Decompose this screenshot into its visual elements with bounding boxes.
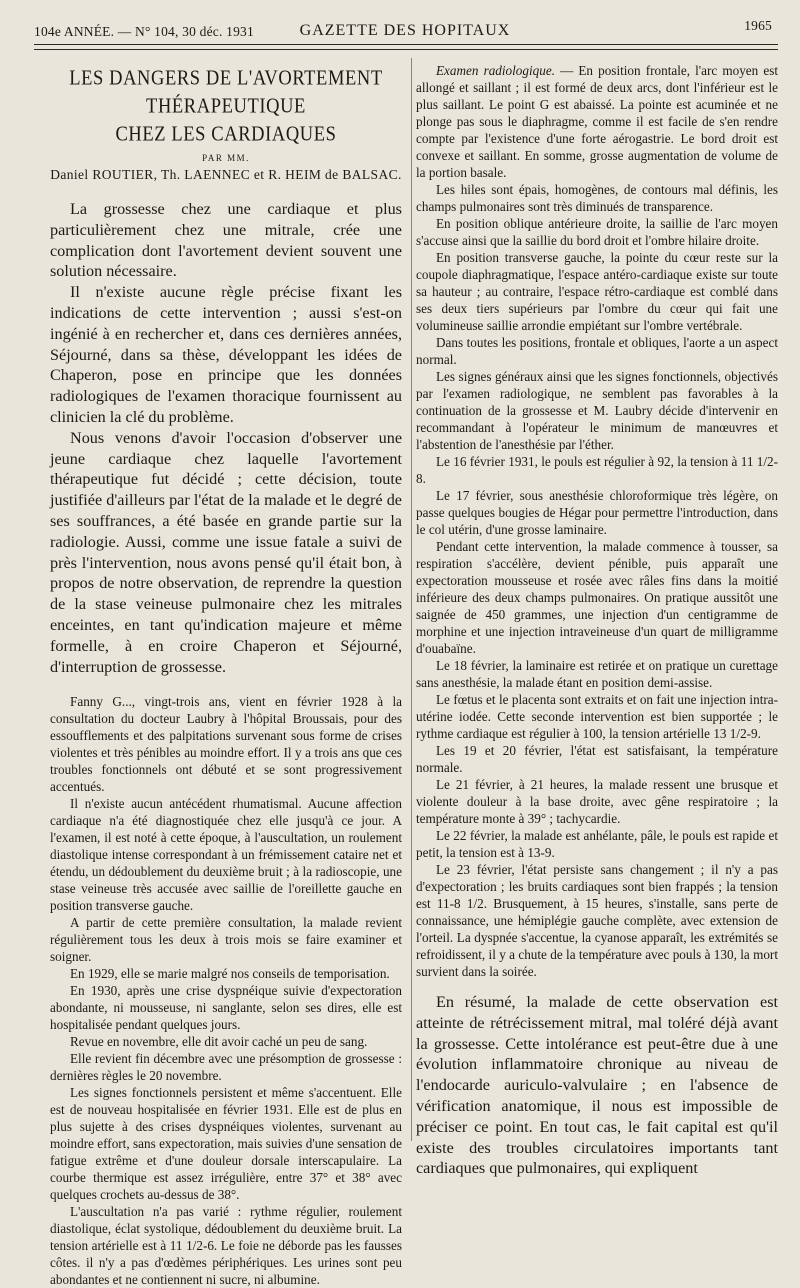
header-rule-thin bbox=[34, 49, 778, 50]
case-paragraph: Le 21 février, à 21 heures, la malade ressent une brusque et violente douleur à la base droite, avec gêne respiratoire ; la température monte à 39° ; tachycardie. bbox=[416, 777, 778, 826]
case-paragraph: Revue en novembre, elle dit avoir caché un peu de sang. bbox=[70, 1034, 368, 1050]
case-paragraph: Elle revient fin décembre avec une présomption de grossesse : dernières règles le 20 novembre. bbox=[50, 1051, 402, 1084]
journal-title: GAZETTE DES HOPITAUX bbox=[299, 22, 511, 39]
case-paragraph: Dans toutes les positions, frontale et obliques, l'aorte a un aspect normal. bbox=[416, 335, 778, 367]
case-paragraph: En position transverse gauche, la pointe du cœur reste sur la coupole diaphragmatique, l'espace antéro-cardiaque existe sur toute sa hauteur ; au contraire, l'espace rétro-cardiaque est comblé dans ses deux tiers supérieurs par l'ombre du cœur qui fait une volumineuse saillie arrondie empiétant sur l'ombre vertébrale. bbox=[416, 250, 778, 333]
case-paragraph: Il n'existe aucun antécédent rhumatismal. Aucune affection cardiaque n'a été diagnostiquée chez elle jusqu'à ce jour. A l'examen, il est noté à cette époque, à l'auscultation, un roulement diastolique intense correspondant à un frémissement cataire net et étendu, un dédoublement du deuxième bruit ; à la radioscopie, une stase veineuse très accusée avec saillie de l'oreillette gauche en position transverse gauche. bbox=[50, 796, 402, 914]
case-paragraph: En 1929, elle se marie malgré nos conseils de temporisation. bbox=[70, 966, 390, 982]
case-paragraph: Les 19 et 20 février, l'état est satisfaisant, la température normale. bbox=[416, 743, 778, 775]
intro-paragraph: Nous venons d'avoir l'occasion d'observer une jeune cardiaque chez laquelle l'avortement thérapeutique fut décidé ; cette décision, toute justifiée d'ailleurs par l'état de la malade et le degré de ses souffrances, a été basée en grande partie sur la radiologie. Aussi, comme une issue fatale a suivi de près l'intervention, nous avons pensé qu'il était bon, à propos de notre observation, de reprendre la question de la stase veineuse pulmonaire chez les mitrales enceintes, en tant qu'indication majeure et même formelle, à en croire Chaperon et Séjourné, d'interruption de grossesse. bbox=[50, 428, 402, 676]
case-paragraph: Le 22 février, la malade est anhélante, pâle, le pouls est rapide et petit, la tension est à 13-9. bbox=[416, 828, 778, 860]
radiology-label: Examen radiologique. bbox=[436, 63, 555, 78]
page-number: 1965 bbox=[744, 18, 772, 33]
case-paragraph: Le 18 février, la laminaire est retirée et on pratique un curettage sans anesthésie, la malade étant en position demi-assise. bbox=[416, 658, 778, 690]
case-paragraph: En position oblique antérieure droite, la saillie de l'arc moyen s'accuse ainsi que la saillie du bord droit et l'ombre hilaire droite. bbox=[416, 216, 778, 248]
left-column bbox=[50, 62, 402, 1288]
case-paragraph: Fanny G..., vingt-trois ans, vient en février 1928 à la consultation du docteur Laubry à l'hôpital Broussais, pour des essoufflements et des palpitations survenant sous forme de crises violentes et très pénibles au moindre effort. Il y a trois ans que ces troubles fonctionnels ont débuté et se sont progressivement accentués. bbox=[50, 694, 402, 795]
intro-paragraph: Il n'existe aucune règle précise fixant les indications de cette intervention ; aussi s'est-on ingénié à en rechercher et, dans ces dernières années, Séjourné, dans sa thèse, développant les idées de Chaperon, pose en principe que les données radiologiques de l'examen thoracique fournissent au clinicien la clé du problème. bbox=[50, 283, 402, 426]
title-line-1: LES DANGERS DE L'AVORTEMENT THÉRAPEUTIQUE bbox=[69, 67, 383, 119]
case-paragraph: En 1930, après une crise dyspnéique suivie d'expectoration abondante, ni mousseuse, ni sanglante, selon ses dires, elle est hospitalisée pendant quelques jours. bbox=[50, 983, 402, 1033]
case-paragraph: Le fœtus et le placenta sont extraits et on fait une injection intra-utérine iodée. Cette seconde intervention est bien supportée ; le rythme cardiaque est régulier à 100, la tension artérielle 13 1/2-9. bbox=[416, 692, 778, 741]
case-paragraph: Les hiles sont épais, homogènes, de contours mal définis, les champs pulmonaires sont très diminués de transparence. bbox=[416, 182, 778, 214]
article-title bbox=[50, 66, 402, 150]
issue-line: 104e ANNÉE. — N° 104, 30 déc. 1931 bbox=[34, 24, 254, 39]
right-column bbox=[416, 62, 778, 1179]
column-divider bbox=[411, 58, 412, 1141]
byline-par: PAR MM. bbox=[202, 153, 250, 163]
case-paragraph: Le 17 février, sous anesthésie chloroformique très légère, on passe quelques bougies de Hégar pour permettre l'introduction, dans le col utérin, d'une grosse laminaire. bbox=[416, 488, 778, 537]
case-paragraph: L'auscultation n'a pas varié : rythme régulier, roulement diastolique, éclat systolique, dédoublement du deuxième bruit. La tension artérielle est à 11 1/2-6. Le foie ne déborde pas les fausses côtes. il n'y a pas d'œdèmes périphériques. Les urines sont peu abondantes et ne contiennent ni sucre, ni albumine. bbox=[50, 1204, 402, 1288]
case-paragraph: Les signes généraux ainsi que les signes fonctionnels, objectivés par l'examen radiologique, ne semblent pas favorables à la continuation de la grossesse et M. Laubry décide d'intervenir en recommandant à l'opérateur le minimum de manœuvres et l'abstention de l'anesthésie par l'éther. bbox=[416, 369, 778, 452]
intro-paragraph: La grossesse chez une cardiaque et plus particulièrement chez une mitrale, crée une complication dont l'avortement devient souvent une solution nécessaire. bbox=[50, 200, 402, 281]
case-paragraph: Le 23 février, l'état persiste sans changement ; il n'y a pas d'expectoration ; les bruits cardiaques sont bien frappés ; la tension est 11-8 1/2. Brusquement, à 15 heures, s'installe, sans perte de connaissance, une hémiplégie gauche complète, avec extension de l'orteil. La dyspnée s'accentue, la cyanose apparaît, les extrémités se refroidissent, il y a chute de la température avec pouls à 130, la mort survient dans la soirée. bbox=[416, 862, 778, 979]
case-paragraph: Le 16 février 1931, le pouls est régulier à 92, la tension à 11 1/2-8. bbox=[416, 454, 778, 486]
radiology-text: — En position frontale, l'arc moyen est allongé et saillant ; il est formé de deux arcs, dont l'inférieur est le plus saillant. Le point G est abaissé. La pointe est acuminée et ne plonge pas sous le diaphragme, comme il est facile de s'en rendre compte par l'existence d'une forte aérogastrie. Le bord droit est convexe et saillant. En somme, grosse augmentation de volume de la portion basale. bbox=[416, 63, 778, 180]
summary-paragraph: En résumé, la malade de cette observation est atteinte de rétrécissement mitral, mal toléré déjà avant la grossesse. Cette intolérance est peut-être due à une évolution inflammatoire chronique au niveau de l'endocarde auriculo-valvulaire ; en l'absence de vérification anatomique, il nous est impossible de préciser ce point. En tout cas, le fait capital est qu'il existe des troubles circulatoires importants tant cardiaques que pulmonaires, qui expliquent bbox=[416, 993, 778, 1178]
case-paragraph: Les signes fonctionnels persistent et même s'accentuent. Elle est de nouveau hospitalisée en février 1931. Elle est de plus en plus sujette à des crises dyspnéiques violentes, survenant au moindre effort, sans expectoration, mais suivies d'une sensation de fatigue extrême et d'une douleur dorsale interscapulaire. La courbe thermique est assez irrégulière, entre 37° et 38° avec quelques crochets au-dessus de 38°. bbox=[50, 1085, 402, 1203]
header-rule bbox=[34, 44, 778, 45]
case-paragraph: A partir de cette première consultation, la malade revient régulièrement tous les deux à trois mois se faire examiner et soigner. bbox=[50, 915, 402, 965]
radiology-paragraph bbox=[416, 62, 778, 181]
page-header bbox=[34, 18, 776, 42]
case-paragraph: Pendant cette intervention, la malade commence à tousser, sa respiration s'accélère, devient pénible, puis apparaît une expectoration mousseuse et rosée avec râles fins dans la moitié inférieure des deux champs pulmonaires. On pratique aussitôt une saignée de 450 grammes, une injection d'un centigramme de morphine et une injection intraveineuse d'un quart de milligramme d'ouabaïne. bbox=[416, 539, 778, 656]
title-line-2: CHEZ LES CARDIAQUES bbox=[115, 123, 337, 147]
authors-line: Daniel ROUTIER, Th. LAENNEC et R. HEIM de BALSAC. bbox=[50, 167, 402, 182]
